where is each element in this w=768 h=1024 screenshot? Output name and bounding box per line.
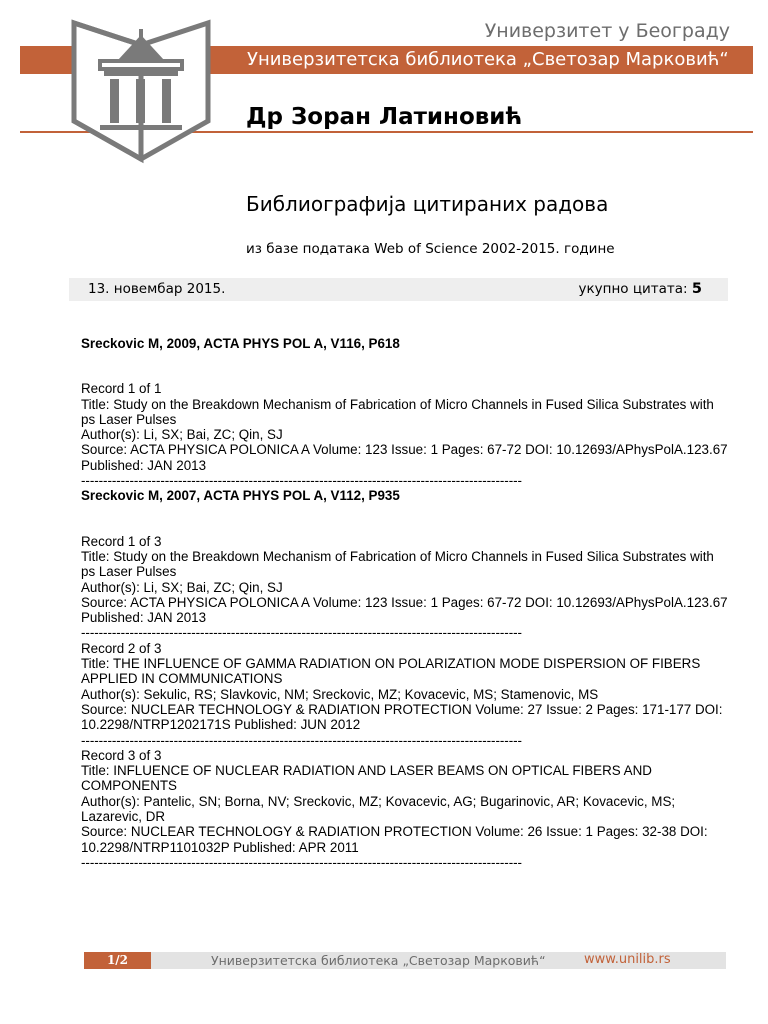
footer-library-name: Универзитетска библиотека „Светозар Марковић“ xyxy=(211,953,546,968)
record-number: Record 2 of 3 xyxy=(81,640,162,656)
record-source: Source: ACTA PHYSICA POLONICA A Volume: 123 Issue: 1 Pages: 67-72 DOI: 10.12693/APhysPolA.123.67 Published: JAN 2013 xyxy=(81,442,728,473)
page-footer xyxy=(84,952,726,969)
separator: ---------------------------------------------------------------------------------------------------- xyxy=(81,625,522,641)
footer-url-link[interactable]: www.unilib.rs xyxy=(584,952,671,967)
record-authors: Author(s): Pantelic, SN; Borna, NV; Sreckovic, MZ; Kovacevic, AG; Bugarinovic, AR; Kovacevic, MS; Lazarevic, DR xyxy=(81,793,676,825)
author-name: Др Зоран Латиновић xyxy=(246,104,523,130)
record-number: Record 1 of 3 xyxy=(81,533,162,549)
citation-total xyxy=(578,281,702,297)
record-source: Source: ACTA PHYSICA POLONICA A Volume: 123 Issue: 1 Pages: 67-72 DOI: 10.12693/APhysPolA.123.67 Published: JAN 2013 xyxy=(81,594,728,626)
citation-total-label: укупно цитата: xyxy=(578,281,688,297)
record-number: Record 1 of 1 xyxy=(81,381,162,397)
info-bar xyxy=(69,278,728,301)
citation-list xyxy=(81,336,731,870)
report-date: 13. новембар 2015. xyxy=(88,281,226,297)
record-authors: Author(s): Sekulic, RS; Slavkovic, NM; Sreckovic, MZ; Kovacevic, MS; Stamenovic, MS xyxy=(81,686,599,702)
record-title: Title: Study on the Breakdown Mechanism of Fabrication of Micro Channels in Fused Silica Substrates with ps Laser Pulses xyxy=(81,548,714,580)
record xyxy=(81,381,731,473)
document-subtitle: из базе података Web of Science 2002-2015. године xyxy=(246,241,615,257)
record-title: Title: THE INFLUENCE OF GAMMA RADIATION ON POLARIZATION MODE DISPERSION OF FIBERS APPLIED IN COMMUNICATIONS xyxy=(81,656,701,687)
record-title: Title: INFLUENCE OF NUCLEAR RADIATION AND LASER BEAMS ON OPTICAL FIBERS AND COMPONENTS xyxy=(81,763,652,794)
record xyxy=(81,641,731,733)
cited-work: Sreckovic M, 2007, ACTA PHYS POL A, V112, P935 xyxy=(81,488,400,504)
record-title: Title: Study on the Breakdown Mechanism of Fabrication of Micro Channels in Fused Silica Substrates with ps Laser Pulses xyxy=(81,396,714,427)
library-logo-icon xyxy=(60,15,222,172)
record xyxy=(81,534,731,626)
citation-total-value: 5 xyxy=(691,281,702,297)
record-source: Source: NUCLEAR TECHNOLOGY & RADIATION PROTECTION Volume: 26 Issue: 1 Pages: 32-38 DOI: 10.2298/NTRP1101032P Published: APR 2011 xyxy=(81,824,708,855)
record-authors: Author(s): Li, SX; Bai, ZC; Qin, SJ xyxy=(81,427,283,443)
separator: ---------------------------------------------------------------------------------------------------- xyxy=(81,473,522,489)
separator: ---------------------------------------------------------------------------------------------------- xyxy=(81,854,522,870)
library-name: Универзитетска библиотека „Светозар Марковић“ xyxy=(247,49,729,70)
record-authors: Author(s): Li, SX; Bai, ZC; Qin, SJ xyxy=(81,579,283,595)
record-source: Source: NUCLEAR TECHNOLOGY & RADIATION PROTECTION Volume: 27 Issue: 2 Pages: 171-177 DOI: 10.2298/NTRP1202171S Published: JUN 2012 xyxy=(81,701,723,733)
record xyxy=(81,748,731,855)
record-number: Record 3 of 3 xyxy=(81,747,162,763)
document-title: Библиографија цитираних радова xyxy=(246,192,609,216)
separator: ---------------------------------------------------------------------------------------------------- xyxy=(81,732,522,748)
cited-work: Sreckovic M, 2009, ACTA PHYS POL A, V116, P618 xyxy=(81,336,400,351)
page-number: 1/2 xyxy=(84,952,151,969)
university-name: Универзитет у Београду xyxy=(484,20,730,42)
